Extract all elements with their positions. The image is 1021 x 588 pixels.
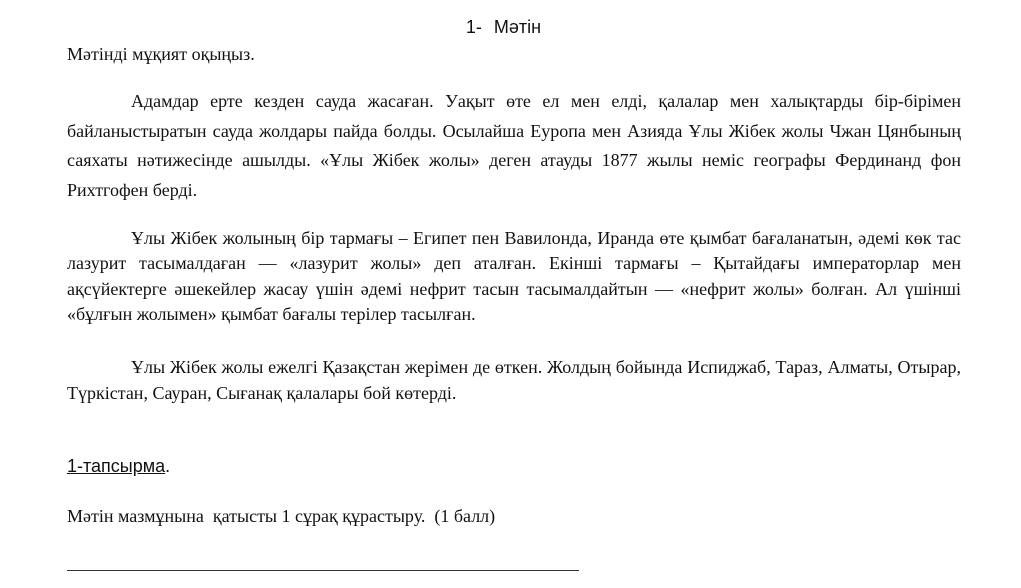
title-number: 1- [465, 17, 482, 37]
task-label: 1-тапсырма [67, 456, 166, 476]
task-heading [67, 455, 170, 477]
answer-line[interactable] [67, 570, 579, 571]
title-text: Мәтін [493, 17, 542, 37]
task-label-suffix: . [165, 456, 171, 476]
task-description: Мәтін мазмұнына қатысты 1 сұрақ құрастыру. (1 балл) [67, 506, 496, 526]
paragraph-1 [67, 87, 961, 205]
paragraph-3-text: Ұлы Жібек жолы ежелгі Қазақстан жерімен де өткен. Жолдың бойында Испиджаб, Тараз, Алматы, Отырар, Түркістан, Сауран, Сығанақ қалалары бой көтерді. [67, 357, 961, 403]
document-title [0, 16, 954, 38]
paragraph-2-text: Ұлы Жібек жолының бір тармағы – Египет пен Вавилонда, Иранда өте қымбат бағаланатын, әдемі көк тас лазурит тасымалдаған — «лазурит жолы» деп аталған. Екінші тармағы – Қытайдағы императорлар мен ақсүйектерге әшекейлер жасау үшін әдемі нефрит тасын тасымалдайтын — «нефрит жолы» болған. Ал үшінші «бұлғын жолымен» қымбат бағалы терілер тасылған. [67, 228, 961, 324]
paragraph-1-text: Адамдар ерте кезден сауда жасаған. Уақыт өте ел мен елді, қалалар мен халықтарды бір-бірімен байланыстыратын сауда жолдары пайда болды. Осылайша Еуропа мен Азияда Ұлы Жібек жолы Чжан Цянбының саяхаты нәтижесінде ашылды. «Ұлы Жібек жолы» деген атауды 1877 жылы неміс географы Фердинанд фон Рихтгофен берді. [67, 91, 961, 200]
reading-instruction: Мәтінді мұқият оқыңыз. [67, 44, 255, 64]
paragraph-2 [67, 226, 961, 327]
paragraph-3 [67, 354, 961, 406]
